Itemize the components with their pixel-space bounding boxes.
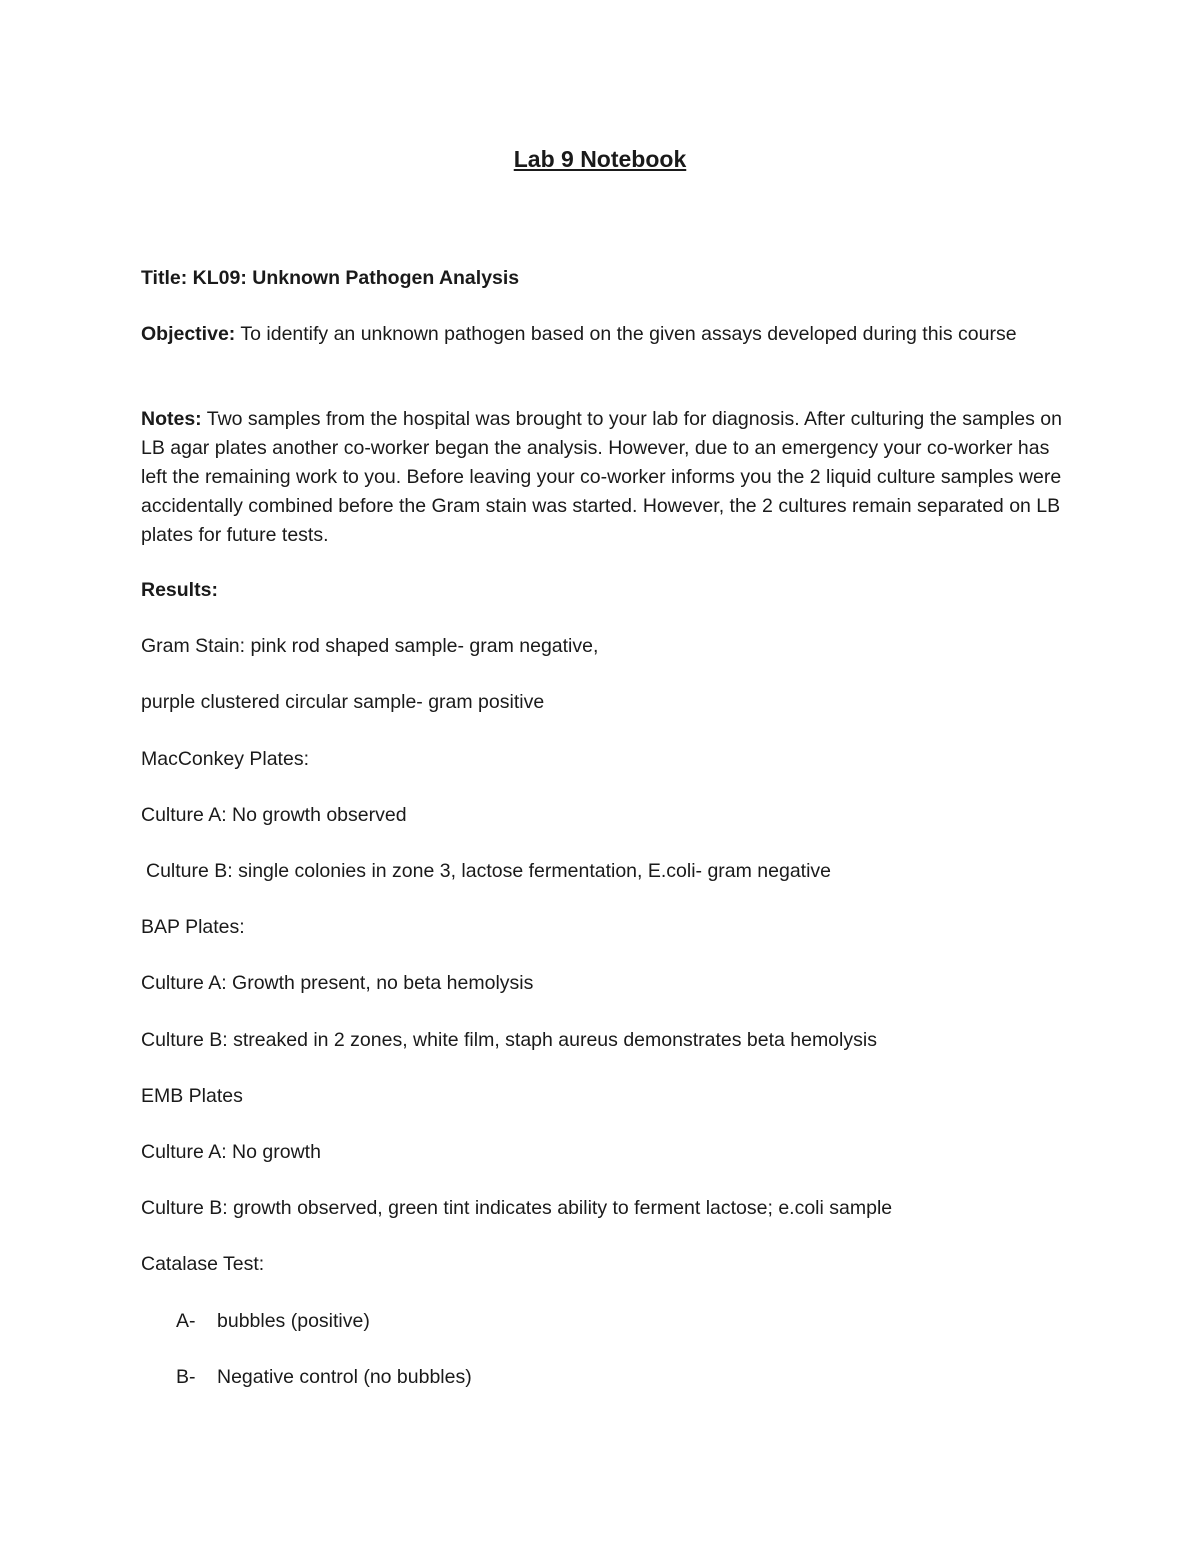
catalase-item-a [176, 1307, 370, 1336]
document-heading: Lab 9 Notebook [513, 146, 687, 172]
catalase-item-b [176, 1363, 472, 1392]
gram-stain-line-1: Gram Stain: pink rod shaped sample- gram negative, [141, 635, 599, 657]
catalase-item-a-text: bubbles (positive) [217, 1310, 370, 1332]
title-line [141, 264, 519, 293]
notes-label: Notes: [141, 408, 202, 430]
notes-text: Two samples from the hospital was brought to your lab for diagnosis. After culturing the samples on LB agar plates another co-worker began the analysis. However, due to an emergency your co-worker has left the remaining work to you. Before leaving your co-worker informs you the 2 liquid culture samples were accidentally combined before the Gram stain was started. However, the 2 cultures remain separated on LB plates for future tests. [141, 408, 1062, 546]
title-label: Title: [141, 267, 188, 289]
emb-culture-a: Culture A: No growth [141, 1141, 321, 1163]
objective-paragraph [141, 320, 1071, 349]
notes-paragraph [141, 405, 1071, 550]
bap-heading: BAP Plates: [141, 916, 245, 938]
results-label: Results: [141, 579, 218, 601]
macconkey-culture-a: Culture A: No growth observed [141, 804, 407, 826]
objective-text: To identify an unknown pathogen based on the given assays developed during this course [240, 323, 1017, 345]
catalase-item-b-text: Negative control (no bubbles) [217, 1366, 472, 1388]
catalase-item-a-marker: A- [176, 1310, 196, 1332]
objective-label: Objective: [141, 323, 236, 345]
emb-heading: EMB Plates [141, 1085, 243, 1107]
gram-stain-line-2: purple clustered circular sample- gram positive [141, 691, 545, 713]
bap-culture-a: Culture A: Growth present, no beta hemolysis [141, 972, 534, 994]
title-value: KL09: Unknown Pathogen Analysis [192, 267, 520, 289]
macconkey-culture-b: Culture B: single colonies in zone 3, lactose fermentation, E.coli- gram negative [146, 860, 832, 882]
emb-culture-b: Culture B: growth observed, green tint indicates ability to ferment lactose; e.coli sample [141, 1197, 893, 1219]
bap-culture-b: Culture B: streaked in 2 zones, white film, staph aureus demonstrates beta hemolysis [141, 1029, 877, 1051]
catalase-item-b-marker: B- [176, 1366, 196, 1388]
catalase-heading: Catalase Test: [141, 1253, 265, 1275]
macconkey-heading: MacConkey Plates: [141, 748, 309, 770]
